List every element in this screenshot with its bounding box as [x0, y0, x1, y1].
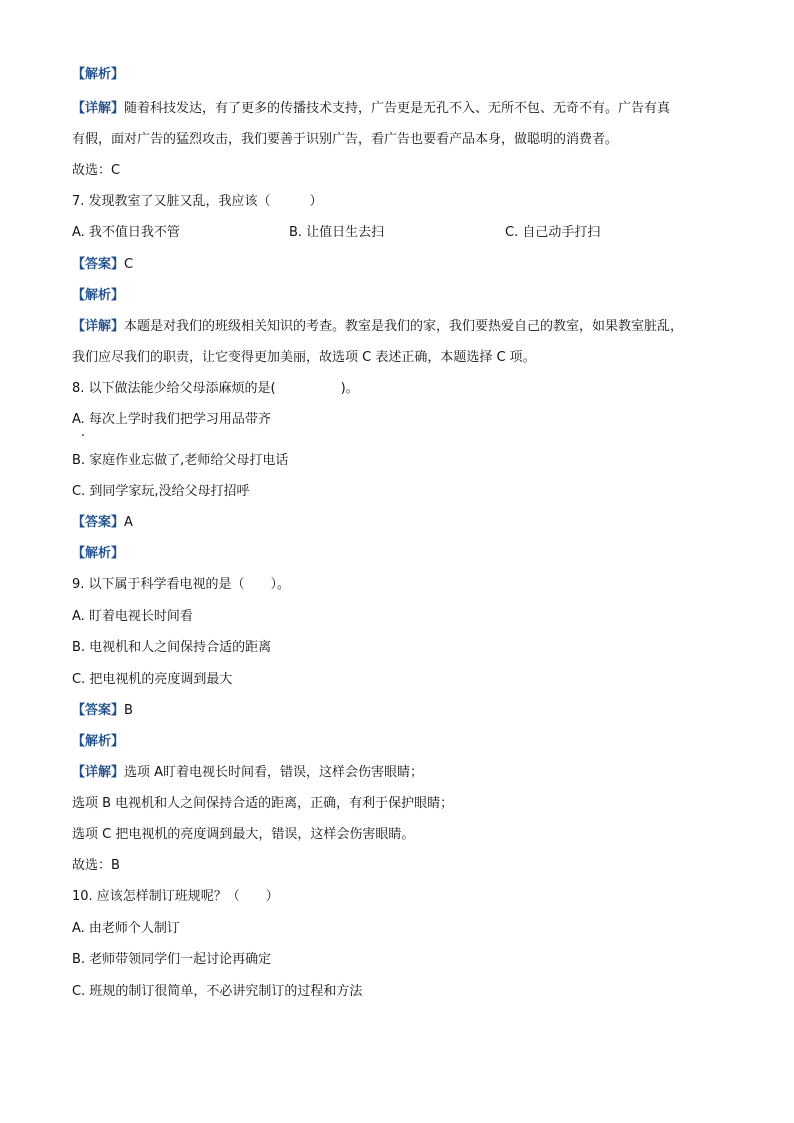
q10-option-c: C. 班规的制订很简单，不必讲究制订的过程和方法: [72, 984, 363, 999]
q9-option-c: C. 把电视机的亮度调到最大: [72, 672, 233, 687]
answer-label: 【答案】A: [72, 515, 133, 530]
q8-option-a: A. 每次上学时我们把学习用品带齐: [72, 412, 271, 427]
question-9: 9. 以下属于科学看电视的是（ ）。: [72, 577, 291, 592]
detail-paragraph: 【详解】本题是对我们的班级相关知识的考查。教室是我们的家，我们要热爱自己的教室，如果教室脏乱，: [72, 319, 684, 334]
analysis-label: 【解析】: [72, 734, 125, 749]
detail-paragraph-cont: 选项 C 把电视机的亮度调到最大，错误，这样会伤害眼睛。: [72, 827, 415, 842]
analysis-label: 【解析】: [72, 546, 125, 561]
detail-paragraph-cont: 选项 B 电视机和人之间保持合适的距离，正确，有利于保护眼睛；: [72, 796, 454, 811]
answer-label: 【答案】C: [72, 257, 134, 272]
q9-option-b: B. 电视机和人之间保持合适的距离: [72, 640, 272, 655]
q10-option-b: B. 老师带领同学们一起讨论再确定: [72, 952, 272, 967]
stray-dot: [82, 434, 84, 436]
answer-choice-line: 故选：C: [72, 163, 121, 178]
detail-paragraph-cont: 我们应尽我们的职责，让它变得更加美丽，故选项 C 表述正确，本题选择 C 项。: [72, 350, 536, 365]
q9-option-a: A. 盯着电视长时间看: [72, 609, 193, 624]
q7-option-b: B. 让值日生去扫: [289, 225, 385, 240]
analysis-label: 【解析】: [72, 288, 125, 303]
detail-paragraph-cont: 有假，面对广告的猛烈攻击，我们要善于识别广告，看广告也要看产品本身，做聪明的消费者。: [72, 132, 619, 147]
answer-label: 【答案】B: [72, 703, 133, 718]
answer-choice-line: 故选：B: [72, 858, 120, 873]
question-7: 7. 发现教室了又脏又乱，我应该（ ）: [72, 194, 323, 209]
q10-option-a: A. 由老师个人制订: [72, 921, 180, 936]
q8-option-c: C. 到同学家玩,没给父母打招呼: [72, 484, 250, 499]
q7-option-a: A. 我不值日我不管: [72, 225, 180, 240]
q8-option-b: B. 家庭作业忘做了,老师给父母打电话: [72, 453, 289, 468]
detail-paragraph: 【详解】随着科技发达，有了更多的传播技术支持，广告更是无孔不入、无所不包、无奇不有。广告有真: [72, 101, 671, 116]
analysis-label: 【解析】: [72, 67, 125, 82]
q7-option-c: C. 自己动手打扫: [505, 225, 601, 240]
detail-paragraph: 【详解】选项 A盯着电视长时间看，错误，这样会伤害眼睛；: [72, 765, 424, 780]
question-8: 8. 以下做法能少给父母添麻烦的是( )。: [72, 381, 359, 396]
question-10: 10. 应该怎样制订班规呢？（ ）: [72, 889, 279, 904]
